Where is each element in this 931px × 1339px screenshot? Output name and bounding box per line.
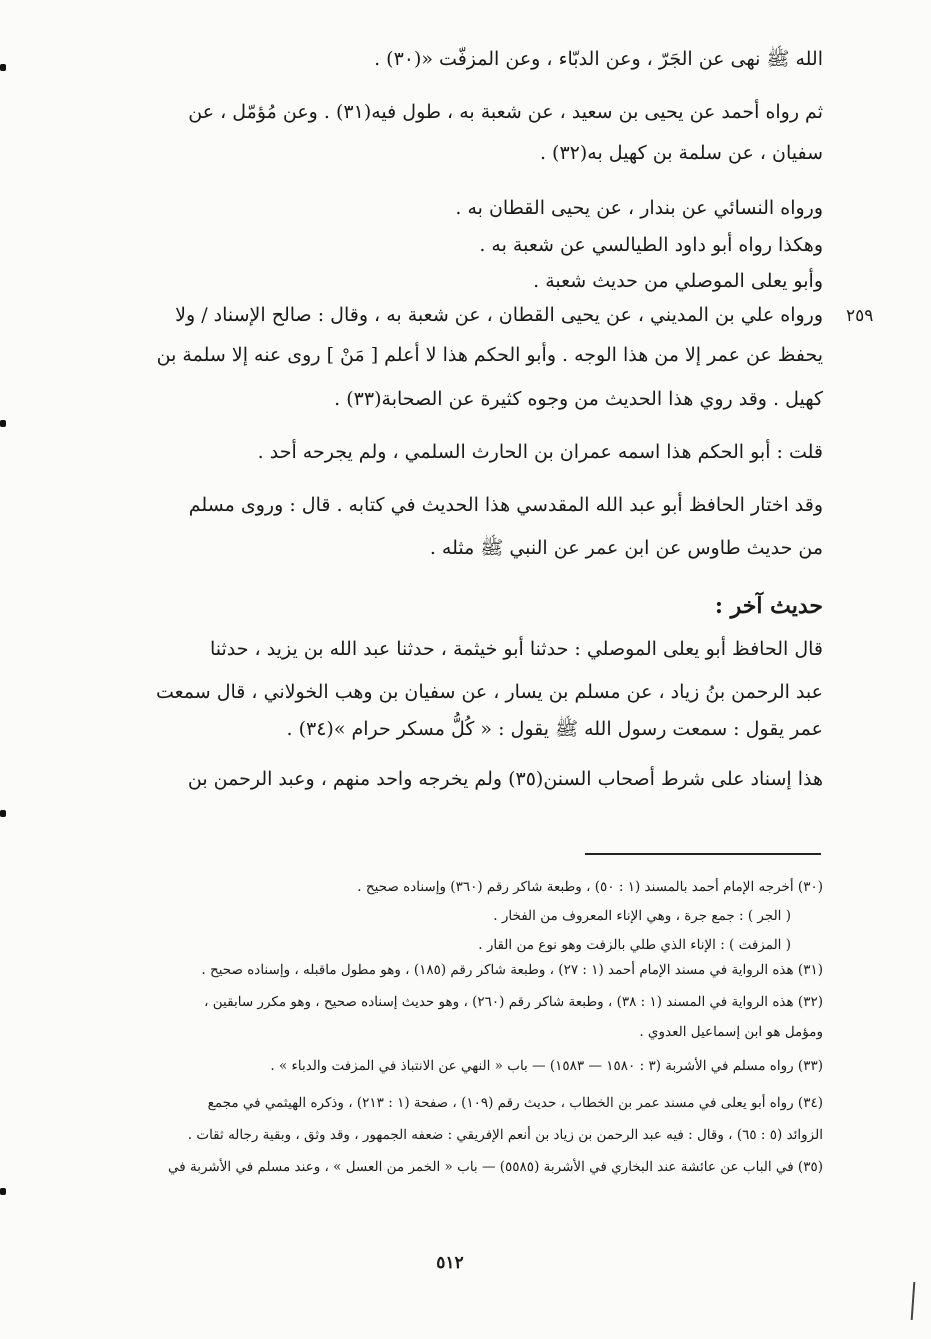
page-number: ٥١٢ xyxy=(436,1253,464,1273)
body-line-7: ورواه علي بن المديني ، عن يحيى القطان ، عن شعبة به ، وقال : صالح الإسناد / ولا xyxy=(175,304,823,326)
body-line-9: كهيل . وقد روي هذا الحديث من وجوه كثيرة عن الصحابة(٣٣) . xyxy=(334,388,823,410)
footnote-line-3: ( المزفت ) : الإناء الذي طلي بالزفت وهو نوع من القار . xyxy=(478,937,791,953)
footnote-line-10: (٣٥) في الباب عن عائشة عند البخاري في الأشربة (٥٥٨٥) — باب « الخمر من العسل » ، وعند مسلم في الأشربة في xyxy=(167,1159,823,1175)
scan-mark xyxy=(0,1188,6,1195)
footnote-divider xyxy=(585,853,821,855)
footnote-line-6: ومؤمل هو ابن إسماعيل العدوي . xyxy=(639,1024,823,1040)
body-line-12: من حديث طاوس عن ابن عمر عن النبي ﷺ مثله . xyxy=(429,537,823,559)
body-line-8: يحفظ عن عمر إلا من هذا الوجه . وأبو الحكم هذا لا أعلم [ مَنْ ] روى عنه إلا سلمة بن xyxy=(156,344,823,366)
body-line-5: وهكذا رواه أبو داود الطيالسي عن شعبة به . xyxy=(479,234,823,256)
scan-mark xyxy=(0,64,6,71)
footnote-line-1: (٣٠) أخرجه الإمام أحمد بالمسند (١ : ٥٠) ، وطبعة شاكر رقم (٣٦٠) وإسناده صحيح . xyxy=(357,879,823,895)
section-heading: حديث آخر : xyxy=(714,593,823,619)
footnote-line-7: (٣٣) رواه مسلم في الأشربة (٣ : ١٥٨٠ — ١٥٨٣) — باب « النهي عن الانتباذ في المزفت والدباء » . xyxy=(270,1058,823,1074)
scan-mark xyxy=(0,810,6,817)
body-line-2: ثم رواه أحمد عن يحيى بن سعيد ، عن شعبة به ، طول فيه(٣١) . وعن مُؤمّل ، عن xyxy=(188,101,823,123)
scan-edge-mark xyxy=(911,1282,916,1320)
footnote-line-8: (٣٤) رواه أبو يعلى في مسند عمر بن الخطاب ، حديث رقم (١٠٩) ، صفحة (١ : ٢١٣) ، وذكره الهيثمي في مجمع xyxy=(207,1095,823,1111)
scan-mark xyxy=(0,420,6,427)
body-line-1: الله ﷺ نهى عن الجَرّ ، وعن الدبّاء ، وعن المزفّت «(٣٠) . xyxy=(374,48,823,70)
footnote-line-9: الزوائد (٥ : ٦٥) ، وقال : فيه عبد الرحمن بن زياد بن أنعم الإفريقي : ضعفه الجمهور ، وقد وثق ، وبقية رجاله ثقات . xyxy=(187,1127,823,1143)
body-line-11: وقد اختار الحافظ أبو عبد الله المقدسي هذا الحديث في كتابه . قال : وروى مسلم xyxy=(188,494,823,516)
footnote-line-5: (٣٢) هذه الرواية في المسند (١ : ٣٨) ، وطبعة شاكر رقم (٢٦٠) ، وهو حديث إسناده صحيح ، وهو مكرر سابقين ، xyxy=(204,994,823,1010)
body-line-14: عبد الرحمن بنُ زياد ، عن مسلم بن يسار ، عن سفيان بن وهب الخولاني ، قال سمعت xyxy=(155,681,823,703)
body-line-6: وأبو يعلى الموصلي من حديث شعبة . xyxy=(533,270,823,292)
body-line-15: عمر يقول : سمعت رسول الله ﷺ يقول : « كُلُّ مسكر حرام »(٣٤) . xyxy=(286,718,823,740)
footnote-line-2: ( الجر ) : جمع جرة ، وهي الإناء المعروف من الفخار . xyxy=(493,908,791,924)
body-line-3: سفيان ، عن سلمة بن كهيل به(٣٢) . xyxy=(539,142,823,164)
body-line-16: هذا إسناد على شرط أصحاب السنن(٣٥) ولم يخرجه واحد منهم ، وعبد الرحمن بن xyxy=(187,768,823,790)
body-line-4: ورواه النسائي عن بندار ، عن يحيى القطان به . xyxy=(455,197,823,219)
body-line-13: قال الحافظ أبو يعلى الموصلي : حدثنا أبو خيثمة ، حدثنا عبد الله بن يزيد ، حدثنا xyxy=(209,638,823,660)
footnote-line-4: (٣١) هذه الرواية في مسند الإمام أحمد (١ : ٢٧) ، وطبعة شاكر رقم (١٨٥) ، وهو مطول ماقبله ، وإسناده صحيح . xyxy=(201,962,823,978)
body-line-10: قلت : أبو الحكم هذا اسمه عمران بن الحارث السلمي ، ولم يجرحه أحد . xyxy=(257,441,823,463)
margin-page-reference: ٢٥٩ xyxy=(846,306,874,326)
